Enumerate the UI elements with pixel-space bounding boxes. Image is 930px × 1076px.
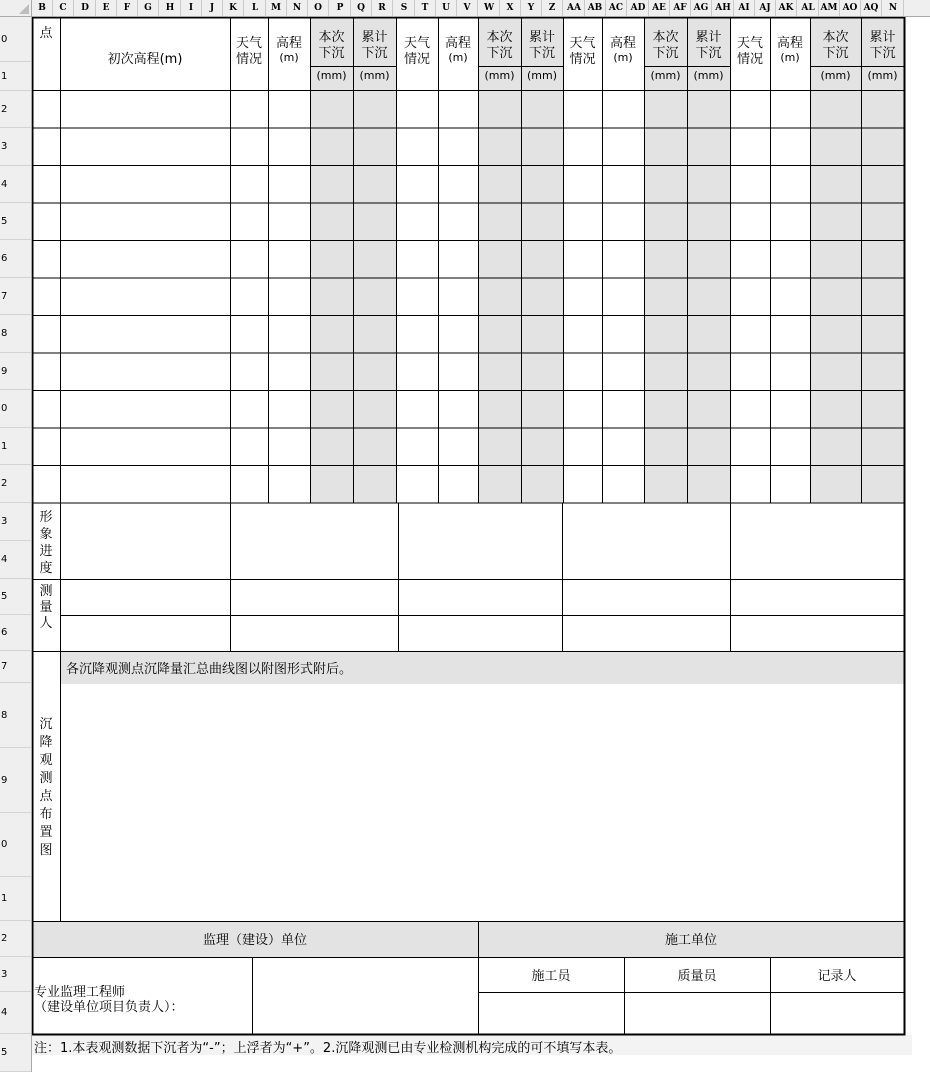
elevation-unit-header: (m): [279, 51, 299, 64]
weather-header: 情况: [235, 52, 263, 67]
column-header-D[interactable]: D: [75, 0, 96, 16]
column-header-H[interactable]: H: [160, 0, 181, 16]
current-settlement-header: 下沉: [318, 46, 345, 61]
column-header-I[interactable]: I: [181, 0, 202, 16]
elevation-header: 高程: [444, 36, 472, 51]
column-header-AI[interactable]: AI: [734, 0, 755, 16]
column-header-C[interactable]: C: [53, 0, 74, 16]
spreadsheet-grid[interactable]: [32, 17, 930, 1072]
layout-map-label: 降: [39, 735, 53, 750]
row-header-7[interactable]: 7: [0, 278, 31, 315]
weather-header: 天气: [403, 36, 431, 51]
column-header-AF[interactable]: AF: [670, 0, 691, 16]
row-header-23[interactable]: 3: [0, 957, 31, 992]
current-settlement-header: 下沉: [486, 46, 513, 61]
column-header-V[interactable]: V: [457, 0, 478, 16]
column-header-AJ[interactable]: AJ: [755, 0, 776, 16]
column-header-X[interactable]: X: [500, 0, 521, 16]
row-header-1[interactable]: 1: [0, 62, 31, 91]
row-header-0[interactable]: 0: [0, 17, 31, 62]
column-header-AB[interactable]: AB: [585, 0, 606, 16]
row-header-25[interactable]: 5: [0, 1034, 31, 1072]
weather-header: 天气: [569, 36, 596, 51]
column-header-AQ[interactable]: AQ: [861, 0, 882, 16]
shaded-column-1: [478, 17, 563, 503]
row-header-20[interactable]: 0: [0, 813, 31, 877]
column-header-K[interactable]: K: [223, 0, 244, 16]
row-header-3[interactable]: 3: [0, 128, 31, 166]
progress-label: 形: [39, 510, 53, 525]
current-settlement-header: 本次: [652, 30, 679, 45]
column-header-Q[interactable]: Q: [351, 0, 372, 16]
column-header-AM[interactable]: AM: [819, 0, 840, 16]
elevation-header: 高程: [609, 36, 637, 51]
row-header-18[interactable]: 8: [0, 683, 31, 748]
column-header-E[interactable]: E: [96, 0, 117, 16]
row-header-5[interactable]: 5: [0, 203, 31, 240]
surveyor-label: 量: [39, 600, 53, 615]
cumulative-settlement-header: 下沉: [361, 46, 388, 61]
column-header-P[interactable]: P: [330, 0, 351, 16]
current-settlement-header: 本次: [318, 30, 345, 45]
row-header-6[interactable]: 6: [0, 240, 31, 278]
current-settlement-unit: (mm): [820, 69, 851, 82]
sign-header-band: [32, 921, 904, 957]
row-header-12[interactable]: 2: [0, 465, 31, 503]
current-settlement-header: 下沉: [822, 46, 849, 61]
engineer-label: （建设单位项目负责人）：: [34, 1000, 184, 1015]
column-header-G[interactable]: G: [138, 0, 159, 16]
column-header-Y[interactable]: Y: [521, 0, 542, 16]
select-all-corner[interactable]: [0, 0, 32, 17]
row-header-24[interactable]: 4: [0, 992, 31, 1034]
column-header-R[interactable]: R: [372, 0, 393, 16]
progress-label: 象: [39, 527, 53, 542]
cumulative-settlement-unit: (mm): [693, 69, 724, 82]
elevation-unit-header: (m): [448, 51, 468, 64]
column-header-AO[interactable]: AO: [840, 0, 861, 16]
column-header-W[interactable]: W: [479, 0, 500, 16]
column-header-AA[interactable]: AA: [564, 0, 585, 16]
supervision-unit-label: 监理（建设）单位: [202, 933, 308, 948]
column-header-S[interactable]: S: [394, 0, 415, 16]
row-header-bar: [0, 17, 32, 1072]
current-settlement-header: 本次: [486, 30, 513, 45]
surveyor-label: 测: [39, 584, 53, 599]
column-header-AL[interactable]: AL: [798, 0, 819, 16]
current-settlement-unit: (mm): [484, 69, 515, 82]
row-header-13[interactable]: 3: [0, 503, 31, 541]
column-header-U[interactable]: U: [436, 0, 457, 16]
cumulative-settlement-unit: (mm): [867, 69, 898, 82]
column-header-AH[interactable]: AH: [713, 0, 734, 16]
construction-unit-label: 施工单位: [664, 933, 718, 948]
row-header-14[interactable]: 4: [0, 541, 31, 579]
layout-map-label: 图: [39, 843, 53, 858]
column-header-M[interactable]: M: [266, 0, 287, 16]
column-header-J[interactable]: J: [202, 0, 223, 16]
elevation-unit-header: (m): [780, 51, 800, 64]
role-quality-inspector: 质量员: [677, 969, 717, 984]
cumulative-settlement-unit: (mm): [359, 69, 390, 82]
column-header-Z[interactable]: Z: [542, 0, 563, 16]
column-header-AD[interactable]: AD: [628, 0, 649, 16]
weather-header: 天气: [736, 36, 764, 51]
row-header-2[interactable]: 2: [0, 91, 31, 128]
shaded-column-3: [810, 17, 904, 503]
row-header-4[interactable]: 4: [0, 166, 31, 203]
current-settlement-unit: (mm): [650, 69, 681, 82]
weather-header: 情况: [736, 52, 764, 67]
weather-header: 情况: [569, 52, 596, 67]
row-header-19[interactable]: 9: [0, 748, 31, 813]
row-header-16[interactable]: 6: [0, 615, 31, 651]
weather-header: 情况: [403, 52, 431, 67]
column-header-AE[interactable]: AE: [649, 0, 670, 16]
current-settlement-unit: (mm): [316, 69, 347, 82]
cumulative-settlement-header: 累计: [528, 30, 556, 45]
weather-header: 天气: [235, 36, 263, 51]
row-header-22[interactable]: 2: [0, 921, 31, 957]
column-header-F[interactable]: F: [117, 0, 138, 16]
layout-map-label: 测: [39, 771, 53, 786]
layout-map-label: 点: [39, 789, 53, 804]
column-header-N[interactable]: N: [287, 0, 308, 16]
column-header-AG[interactable]: AG: [691, 0, 712, 16]
current-settlement-header: 本次: [822, 30, 849, 45]
column-header-AC[interactable]: AC: [606, 0, 627, 16]
layout-map-label: 布: [39, 807, 53, 822]
row-header-17[interactable]: 7: [0, 651, 31, 683]
current-settlement-header: 下沉: [652, 46, 679, 61]
row-header-15[interactable]: 5: [0, 579, 31, 615]
column-header-bar: [32, 0, 930, 17]
engineer-label: 专业监理工程师: [34, 985, 126, 1000]
cumulative-settlement-unit: (mm): [526, 69, 558, 82]
layout-map-label: 置: [39, 825, 53, 840]
column-header-AK[interactable]: AK: [776, 0, 797, 16]
surveyor-label: 人: [39, 616, 53, 631]
initial-elevation-header: 初次高程(m): [107, 52, 183, 67]
role-recorder: 记录人: [817, 969, 857, 984]
layout-map-label: 观: [39, 753, 53, 768]
cumulative-settlement-header: 下沉: [528, 46, 556, 61]
elevation-header: 高程: [275, 36, 303, 51]
cumulative-settlement-header: 累计: [695, 30, 722, 45]
column-header-L[interactable]: L: [245, 0, 266, 16]
layout-map-label: 沉: [39, 717, 53, 732]
point-label: 点: [39, 26, 53, 41]
progress-label: 进: [39, 544, 53, 559]
column-header-T[interactable]: T: [415, 0, 436, 16]
elevation-header: 高程: [776, 36, 804, 51]
cumulative-settlement-header: 下沉: [869, 46, 896, 61]
cumulative-settlement-header: 下沉: [695, 46, 722, 61]
column-header-N[interactable]: N: [883, 0, 904, 16]
row-header-10[interactable]: 0: [0, 390, 31, 428]
settlement-observation-table: [32, 17, 930, 1072]
elevation-unit-header: (m): [613, 51, 633, 64]
progress-label: 度: [39, 561, 53, 576]
column-header-B[interactable]: B: [32, 0, 53, 16]
cumulative-settlement-header: 累计: [361, 30, 388, 45]
column-header-O[interactable]: O: [308, 0, 329, 16]
map-note: 各沉降观测点沉降量汇总曲线图以附图形式附后。: [66, 662, 353, 677]
row-header-11[interactable]: 1: [0, 428, 31, 465]
footnote: 注：1.本表观测数据下沉者为“-”；上浮者为“+”。2.沉降观测已由专业检测机构完成的可不填写本表。: [34, 1041, 622, 1056]
role-construction-worker: 施工员: [531, 969, 571, 984]
row-header-8[interactable]: 8: [0, 315, 31, 353]
cumulative-settlement-header: 累计: [869, 30, 896, 45]
row-header-9[interactable]: 9: [0, 353, 31, 390]
table-outer-border: [33, 18, 905, 1035]
row-header-21[interactable]: 1: [0, 877, 31, 921]
